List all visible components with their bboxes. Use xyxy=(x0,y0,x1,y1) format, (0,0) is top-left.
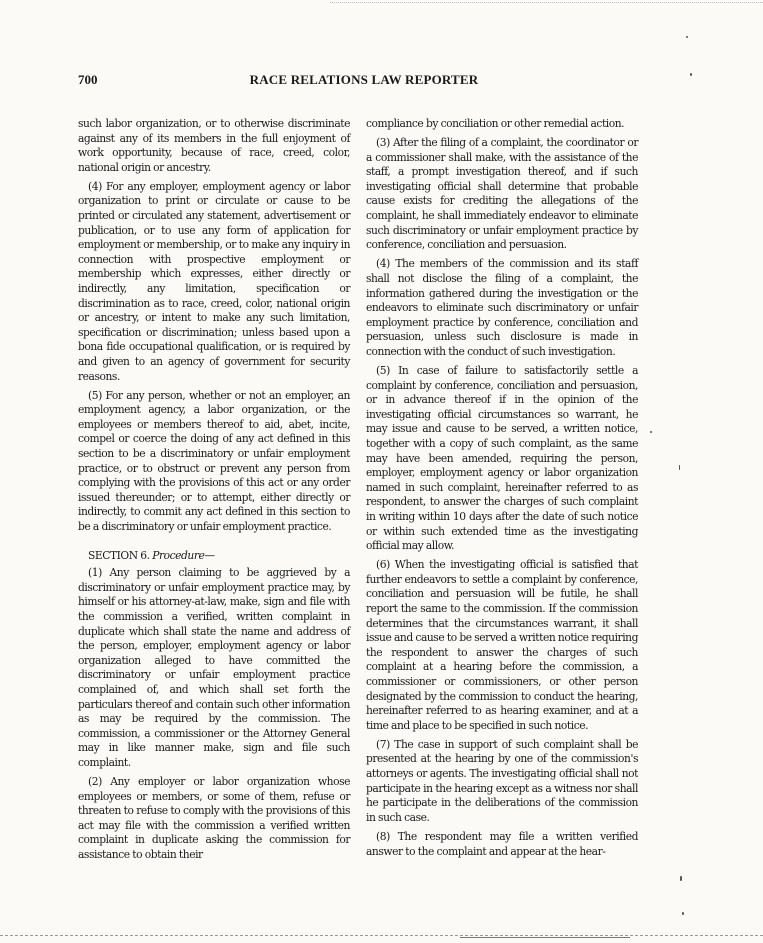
section-label: SECTION 6. xyxy=(88,548,153,562)
right-paragraph-2: (3) After the filing of a complaint, the coordinator or a commissioner shall make, with the assistance of the staff, a prompt investigation thereof, and if such investigating official shall determine that probable cause exists for crediting the allegations of the complaint, he shall immediately endeavor to eliminate such discriminatory or unfair employment practice by conference, conciliation and persuasion. xyxy=(366,136,638,252)
left-column xyxy=(78,117,350,867)
left-paragraph-2: (4) For any employer, employment agency or labor organization to print or circulate or cause to be printed or circulated any statement, advertisement or publication, or to use any form of application for employment or membership, or to make any inquiry in connection with prospective employment or membership which expresses, either directly or indirectly, any limitation, specification or discrimination as to race, creed, color, national origin or ancestry, or intent to make any such limitation, specification or discrimination; unless based upon a bona fide occupational qualification, or is required by and given to an agency of government for security reasons. xyxy=(78,179,350,383)
right-paragraph-5: (6) When the investigating official is satisfied that further endeavors to settle a complaint by conference, conciliation and persuasion will be futile, he shall report the same to the commission. If the commission determines that the circumstances warrant, it shall issue and cause to be served a written notice requiring the respondent to answer the charges of such complaint at a hearing before the commission, a commissioner or commissioners, or other person designated by the commission to conduct the hearing, hereinafter referred to as hearing examiner, and at a time and place to be specified in such notice. xyxy=(366,558,638,732)
bottom-scan-line xyxy=(460,937,630,938)
running-title: RACE RELATIONS LAW REPORTER xyxy=(249,72,479,87)
section-heading xyxy=(78,549,350,564)
scan-speck xyxy=(650,431,652,433)
right-paragraph-4: (5) In case of failure to satisfactorily settle a complaint by conference, conciliation and persuasion, or in advance thereof if in the opinion of the investigating official circumstances so warrant, he may issue and cause to be served, a written notice, together with a copy of such complaint, as the same may have been amended, requiring the person, employer, employment agency or labor organization named in such complaint, hereinafter referred to as respondent, to answer the charges of such complaint in writing within 10 days after the date of such notice or within such extended time as the investigating official may allow. xyxy=(366,364,638,553)
scan-speck xyxy=(686,36,688,38)
top-dotted-edge xyxy=(330,2,763,3)
section-title: Procedure— xyxy=(152,548,215,562)
right-paragraph-1: compliance by conciliation or other remedial action. xyxy=(366,117,625,130)
bottom-scan-edge xyxy=(0,935,763,936)
page-number: 700 xyxy=(78,72,98,87)
right-paragraph-3: (4) The members of the commission and its staff shall not disclose the filing of a complaint, the information gathered during the investigation or the endeavors to eliminate such discriminatory or unfair employment practice by conference, conciliation and persuasion, unless such disclosure is made in connection with the conduct of such investigation. xyxy=(366,257,638,358)
scan-speck xyxy=(680,876,682,881)
right-column xyxy=(366,117,638,864)
scan-speck xyxy=(682,912,684,915)
left-paragraph-1: such labor organization, or to otherwise discriminate against any of its members in the full enjoyment of work opportunity, because of race, creed, color, national origin or ancestry. xyxy=(78,117,350,174)
left-paragraph-5: (2) Any employer or labor organization whose employees or members, or some of them, refuse or threaten to refuse to comply with the provisions of this act may file with the commission a verified written complaint in duplicate asking the commission for assistance to obtain their xyxy=(78,775,350,861)
scan-speck xyxy=(690,73,692,76)
right-paragraph-6: (7) The case in support of such complaint shall be presented at the hearing by one of the commission's attorneys or agents. The investigating official shall not participate in the hearing except as a witness nor shall he participate in the deliberations of the commission in such case. xyxy=(366,737,638,824)
left-paragraph-3: (5) For any person, whether or not an employer, an employment agency, a labor organization, or the employees or members thereof to aid, abet, incite, compel or coerce the doing of any act defined in this section to be a discriminatory or unfair employment practice, or to obstruct or prevent any person from complying with the provisions of this act or any order issued thereunder; or to attempt, either directly or indirectly, to commit any act defined in this section to be a discriminatory or unfair employment practice. xyxy=(78,388,350,534)
right-paragraph-7: (8) The respondent may file a written verified answer to the complaint and appear at the hear- xyxy=(366,829,638,858)
left-paragraph-4: (1) Any person claiming to be aggrieved by a discriminatory or unfair employment practice may, by himself or his attorney-at-law, make, sign and file with the commission a verified, written complaint in duplicate which shall state the name and address of the person, employer, employment agency or labor organization alleged to have committed the discriminatory or unfair employment practice complained of, and which shall set forth the particulars thereof and contain such other information as may be required by the commission. The commission, a commissioner or the Attorney General may in like manner make, sign and file such complaint. xyxy=(78,566,350,769)
scan-speck xyxy=(679,465,680,470)
page-header xyxy=(78,72,638,90)
